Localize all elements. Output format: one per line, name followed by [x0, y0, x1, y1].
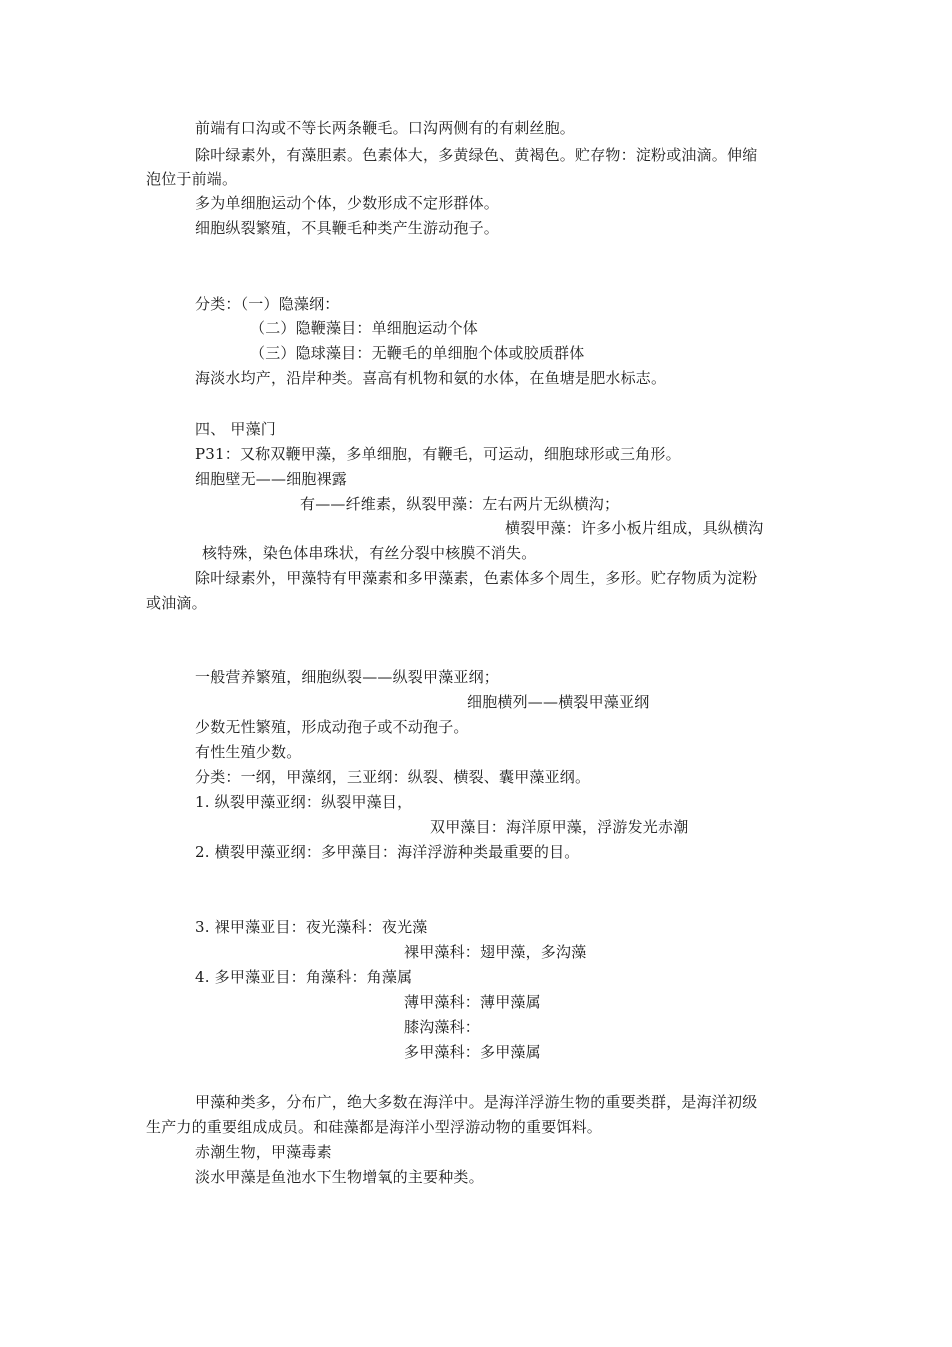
paragraph-line: 前端有口沟或不等长两条鞭毛。口沟两侧有的有刺丝胞。 — [195, 119, 576, 137]
paragraph-line: 有性生殖少数。 — [195, 743, 302, 761]
paragraph-line: 多为单细胞运动个体，少数形成不定形群体。 — [195, 194, 500, 212]
paragraph-line: 赤潮生物，甲藻毒素 — [195, 1143, 332, 1161]
paragraph-line: 除叶绿素外，有藻胆素。色素体大，多黄绿色、黄褐色。贮存物：淀粉或油滴。伸缩 — [195, 146, 758, 164]
paragraph-line: 分类：一纲，甲藻纲，三亚纲：纵裂、横裂、囊甲藻亚纲。 — [195, 768, 591, 786]
list-item: 多甲藻科：多甲藻属 — [404, 1043, 541, 1061]
section-heading: 四、 甲藻门 — [195, 420, 276, 438]
paragraph-line: 横裂甲藻：许多小板片组成，具纵横沟 — [505, 519, 764, 537]
classification-line: 分类：（一）隐藻纲： — [195, 295, 340, 313]
paragraph-line: 或油滴。 — [146, 594, 207, 612]
paragraph-line: 一般营养繁殖，细胞纵裂——纵裂甲藻亚纲； — [195, 668, 500, 686]
classification-line: （二）隐鞭藻目：单细胞运动个体 — [250, 319, 479, 337]
paragraph-line: 有——纤维素，纵裂甲藻：左右两片无纵横沟； — [300, 495, 620, 513]
paragraph-line: 少数无性繁殖，形成动孢子或不动孢子。 — [195, 718, 469, 736]
list-item: 裸甲藻科：翅甲藻，多沟藻 — [404, 943, 587, 961]
list-item: 4. 多甲藻亚目：角藻科：角藻属 — [195, 968, 413, 986]
paragraph-line: 淡水甲藻是鱼池水下生物增氧的主要种类。 — [195, 1168, 484, 1186]
paragraph-line: 细胞横列——横裂甲藻亚纲 — [467, 693, 650, 711]
paragraph-line: 细胞纵裂繁殖，不具鞭毛种类产生游动孢子。 — [195, 219, 500, 237]
paragraph-line: 泡位于前端。 — [146, 170, 238, 188]
list-item: 2. 横裂甲藻亚纲：多甲藻目：海洋浮游种类最重要的目。 — [195, 843, 580, 861]
paragraph-line: 核特殊，染色体串珠状，有丝分裂中核膜不消失。 — [202, 544, 537, 562]
list-item: 膝沟藻科： — [404, 1018, 481, 1036]
paragraph-line: 甲藻种类多，分布广，绝大多数在海洋中。是海洋浮游生物的重要类群，是海洋初级 — [195, 1093, 758, 1111]
paragraph-line: 细胞壁无——细胞裸露 — [195, 470, 348, 488]
list-item: 1. 纵裂甲藻亚纲：纵裂甲藻目， — [195, 793, 413, 811]
paragraph-line: P31：又称双鞭甲藻，多单细胞，有鞭毛，可运动，细胞球形或三角形。 — [195, 445, 681, 463]
paragraph-line: 除叶绿素外，甲藻特有甲藻素和多甲藻素，色素体多个周生，多形。贮存物质为淀粉 — [195, 569, 758, 587]
paragraph-line: 生产力的重要组成成员。和硅藻都是海洋小型浮游动物的重要饵料。 — [146, 1118, 603, 1136]
list-item: 双甲藻目：海洋原甲藻，浮游发光赤潮 — [430, 818, 689, 836]
list-item: 3. 裸甲藻亚目：夜光藻科：夜光藻 — [195, 918, 428, 936]
list-item: 薄甲藻科：薄甲藻属 — [404, 993, 541, 1011]
paragraph-line: 海淡水均产，沿岸种类。喜高有机物和氨的水体，在鱼塘是肥水标志。 — [195, 369, 667, 387]
classification-line: （三）隐球藻目：无鞭毛的单细胞个体或胶质群体 — [250, 344, 585, 362]
